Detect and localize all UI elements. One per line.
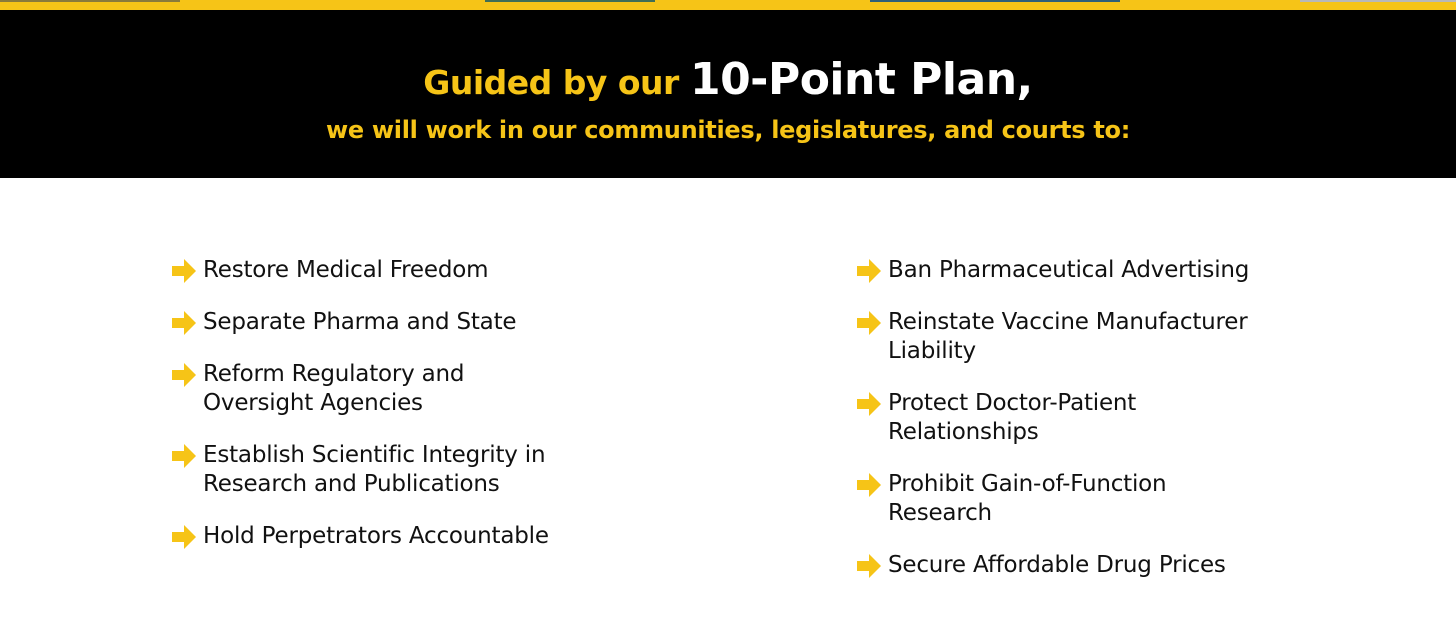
plan-item [171, 522, 611, 551]
plan-item-label-line: Research and Publications [203, 471, 500, 497]
plan-item-label-line: Hold Perpetrators Accountable [203, 523, 549, 549]
plan-item-label-line: Reinstate Vaccine Manufacturer [888, 309, 1248, 335]
plan-item [856, 256, 1296, 285]
headline-emphasis: 10-Point Plan, [689, 54, 1033, 105]
plan-item-label [888, 309, 1248, 364]
plan-item-label-line: Establish Scientific Integrity in [203, 442, 546, 468]
plan-item-label-line: Research [888, 500, 992, 526]
headline-lead: Guided by our [423, 63, 679, 102]
plan-item-label-line: Relationships [888, 419, 1039, 445]
plan-item-label [203, 442, 545, 497]
plan-list-left [171, 256, 611, 574]
plan-item-label-line: Protect Doctor-Patient [888, 390, 1137, 416]
plan-item [171, 441, 611, 499]
plan-item-label-line: Oversight Agencies [203, 390, 423, 416]
plan-item-label [888, 552, 1226, 578]
plan-item-label [888, 390, 1136, 445]
strip-segment [485, 0, 655, 2]
plan-item-label [203, 523, 549, 549]
plan-item [856, 551, 1296, 580]
plan-item-label [888, 257, 1249, 283]
plan-item-label-line: Restore Medical Freedom [203, 257, 489, 283]
plan-item-label [203, 361, 464, 416]
plan-item-label-line: Ban Pharmaceutical Advertising [888, 257, 1250, 283]
plan-item [171, 308, 611, 337]
top-image-strip [0, 0, 1456, 10]
arrow-right-icon [171, 257, 197, 285]
arrow-right-icon [856, 309, 882, 337]
arrow-right-icon [856, 257, 882, 285]
plan-item [856, 308, 1296, 366]
subheadline: we will work in our communities, legislatures, and courts to: [326, 116, 1130, 144]
arrow-right-icon [856, 471, 882, 499]
plan-item-label-line: Prohibit Gain-of-Function [888, 471, 1167, 497]
strip-segment [1300, 0, 1456, 2]
headline [0, 54, 1456, 105]
arrow-right-icon [171, 361, 197, 389]
plan-item [171, 256, 611, 285]
plan-item [856, 470, 1296, 528]
arrow-right-icon [171, 523, 197, 551]
plan-list-right [856, 256, 1296, 603]
strip-segment [870, 0, 1120, 2]
arrow-right-icon [856, 390, 882, 418]
plan-item [856, 389, 1296, 447]
plan-item [171, 360, 611, 418]
plan-item-label-line: Secure Affordable Drug Prices [888, 552, 1226, 578]
plan-item-label [203, 309, 516, 335]
strip-segment [0, 0, 180, 2]
plan-item-label [203, 257, 488, 283]
arrow-right-icon [171, 442, 197, 470]
plan-item-label-line: Liability [888, 338, 976, 364]
plan-header [0, 10, 1456, 178]
plan-item-label-line: Separate Pharma and State [203, 309, 517, 335]
arrow-right-icon [856, 552, 882, 580]
arrow-right-icon [171, 309, 197, 337]
plan-item-label-line: Reform Regulatory and [203, 361, 465, 387]
plan-item-label [888, 471, 1166, 526]
